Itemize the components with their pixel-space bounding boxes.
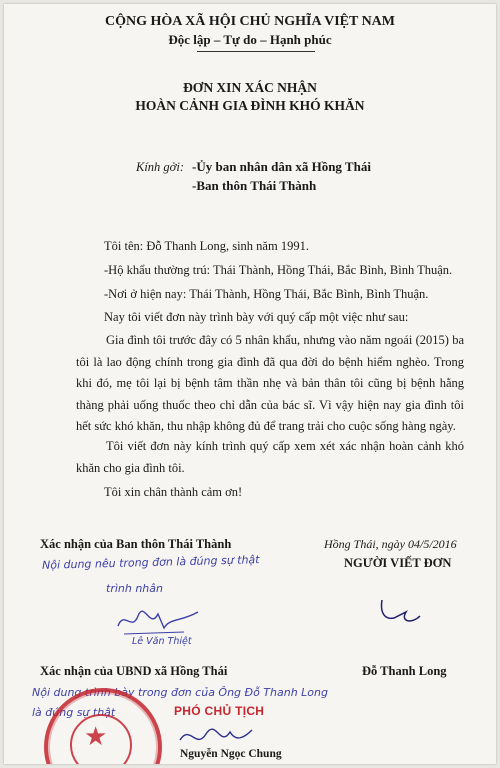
body-paragraph-2: Tôi viết đơn này kính trình quý cấp xem xét xác nhận hoàn cảnh khó khăn cho gia đình tôi.: [76, 439, 464, 475]
motto-heading: Độc lập – Tự do – Hạnh phúc: [168, 32, 332, 47]
applicant-name: Đỗ Thanh Long: [362, 664, 447, 678]
applicant-signature-icon: [376, 594, 436, 628]
current-residence-line: -Nơi ở hiện nay: Thái Thành, Hồng Thái, Bắc Bình, Bình Thuận.: [104, 287, 429, 301]
recipient-label: Kính gởi:: [136, 160, 184, 174]
commune-signer-name: Nguyễn Ngọc Chung: [180, 748, 282, 760]
document-page: [4, 4, 496, 764]
official-stamp-icon: ★: [44, 688, 162, 764]
permanent-residence-line: -Hộ khẩu thường trú: Thái Thành, Hồng Thái, Bắc Bình, Bình Thuận.: [104, 263, 453, 277]
commune-confirm-label: Xác nhận của UBND xã Hồng Thái: [40, 664, 228, 678]
village-handwritten-signer: Lê Văn Thiệt: [132, 636, 192, 647]
intro-line: Nay tôi viết đơn này trình bày với quý cấp một việc như sau:: [104, 310, 409, 324]
country-heading: CỘNG HÒA XÃ HỘI CHỦ NGHĨA VIỆT NAM: [104, 14, 395, 29]
document-title-line1: ĐƠN XIN XÁC NHẬN: [183, 80, 317, 95]
stamp-title: PHÓ CHỦ TỊCH: [174, 704, 265, 718]
thanks-line: Tôi xin chân thành cảm ơn!: [104, 485, 243, 499]
commune-handwritten-note-2: là đúng sự thật: [32, 706, 116, 719]
place-date: Hồng Thái, ngày 04/5/2016: [324, 537, 457, 551]
recipient-second: -Ban thôn Thái Thành: [192, 178, 317, 193]
recipient-first: -Ủy ban nhân dân xã Hồng Thái: [192, 159, 371, 174]
commune-handwritten-note-1: Nội dung trình bày trong đơn của Ông Đỗ Thanh Long: [32, 686, 328, 699]
village-handwritten-note-2: trình nhân: [106, 582, 163, 595]
motto-underline: [197, 51, 315, 52]
applicant-signature-label: NGƯỜI VIẾT ĐƠN: [344, 556, 452, 570]
applicant-name-line: Tôi tên: Đỗ Thanh Long, sinh năm 1991.: [104, 239, 309, 253]
village-signature-icon: [114, 604, 204, 640]
village-handwritten-note-1: Nội dung nêu trong đơn là đúng sự thật: [41, 553, 260, 572]
body-paragraph-1: Gia đình tôi trước đây có 5 nhân khẩu, nhưng vào năm ngoái (2015) ba tôi là lao động chính trong gia đình đã qua đời do bệnh hiểm nghèo. Trong khi đó, mẹ tôi lại bị bệnh tâm thần nhẹ và bản thân tôi cũng bị bệnh hằng thàng phải uống thuốc theo chỉ dẫn của bác sĩ. Vì vậy hiện nay gia đình tôi hết sức khó khăn, thu nhập không đủ để trang trải cho cuộc sống hàng ngày.: [76, 333, 464, 433]
document-title-line2: HOÀN CẢNH GIA ĐÌNH KHÓ KHĂN: [135, 98, 365, 113]
village-confirm-label: Xác nhận của Ban thôn Thái Thành: [40, 537, 232, 551]
